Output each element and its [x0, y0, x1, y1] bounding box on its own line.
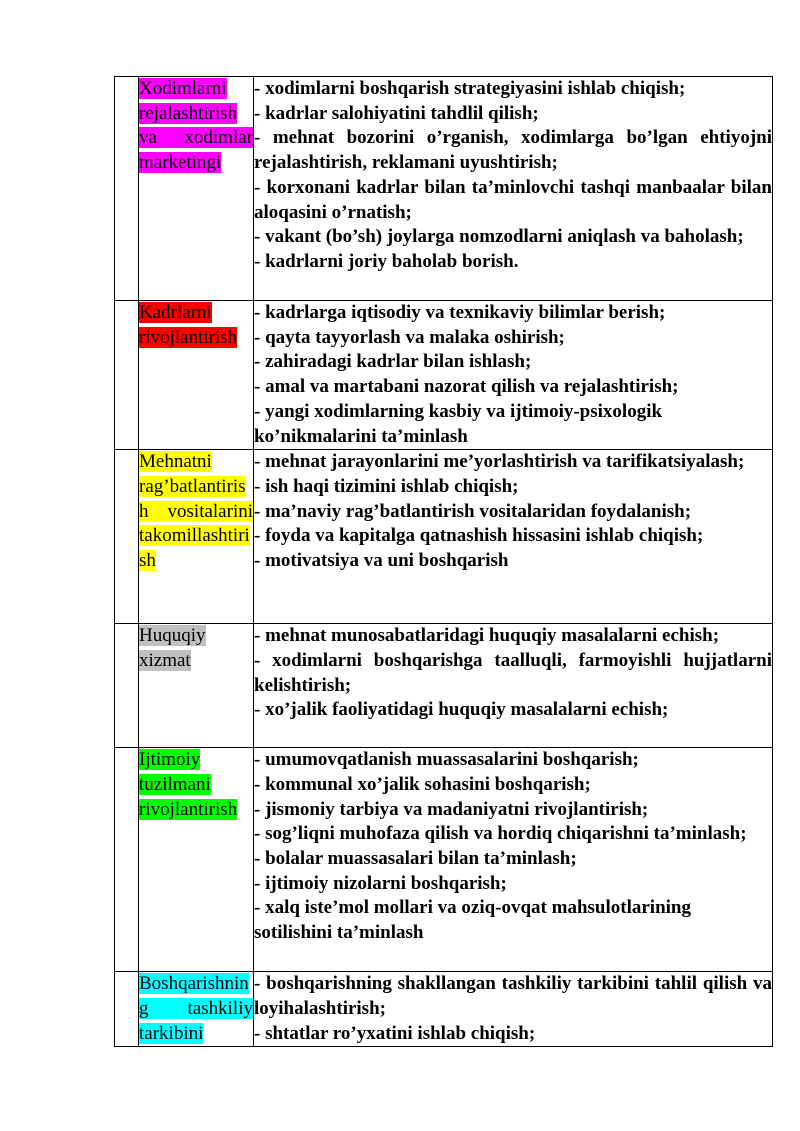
task-item: - ish haqi tizimini ishlab chiqish;	[254, 475, 519, 497]
function-name-cell	[139, 748, 254, 972]
number-cell	[115, 748, 139, 972]
table-row	[115, 77, 773, 301]
function-name-cell	[139, 972, 254, 1047]
task-item: - sog’liqni muhofaza qilish va hordiq chiqarishni ta’minlash;	[254, 823, 747, 845]
task-item: - amal va martabani nazorat qilish va rejalashtirish;	[254, 376, 679, 398]
task-item: - boshqarishning shakllangan tashkiliy tarkibini tahlil qilish va loyihalashtirish;	[254, 973, 772, 1019]
function-tasks-cell	[254, 77, 773, 301]
function-name: Ijtimoiy tuzilmani rivojlantirish	[139, 749, 238, 820]
table-row	[115, 450, 773, 624]
function-tasks-cell	[254, 624, 773, 748]
task-item: - zahiradagi kadrlar bilan ishlash;	[254, 351, 532, 373]
function-name: Huquqiy xizmat	[139, 625, 206, 671]
table-row	[115, 972, 773, 1047]
function-name: Boshqarishning tashkiliy tarkibini	[139, 973, 253, 1044]
function-name: Mehnatni rag’batlantirish vositalarini takomillashtirish	[139, 451, 253, 572]
task-item: - ma’naviy rag’batlantirish vositalaridan foydalanish;	[254, 500, 692, 522]
number-cell	[115, 624, 139, 748]
task-item: - xodimlarni boshqarish strategiyasini ishlab chiqish;	[254, 78, 686, 99]
task-item: - ijtimoiy nizolarni boshqarish;	[254, 872, 507, 894]
task-item: - xodimlarni boshqarishga taalluqli, farmoyishli hujjatlarni kelishtirish;	[254, 649, 772, 696]
number-cell	[115, 450, 139, 624]
function-tasks-cell	[254, 450, 773, 624]
task-item: - jismoniy tarbiya va madaniyatni rivojlantirish;	[254, 798, 649, 820]
table-row	[115, 748, 773, 972]
task-item: - qayta tayyorlash va malaka oshirish;	[254, 326, 565, 348]
task-item: - mehnat munosabatlaridagi huquqiy masalalarni echish;	[254, 625, 720, 647]
number-cell	[115, 77, 139, 301]
task-item: - xalq iste’mol mollari va oziq-ovqat mahsulotlarining sotilishini ta’minlash	[254, 897, 691, 944]
task-item: - motivatsiya va uni boshqarish	[254, 550, 509, 572]
table-row	[115, 624, 773, 748]
task-item: - korxonani kadrlar bilan ta’minlovchi tashqi manbaalar bilan aloqasini o’rnatish;	[254, 176, 772, 223]
function-name-cell	[139, 450, 254, 624]
number-cell	[115, 301, 139, 450]
function-name: Xodimlarni rejalashtirish va xodimlar marketingi	[139, 78, 253, 174]
task-item: - mehnat bozorini o’rganish, xodimlarga bo’lgan ehtiyojni rejalashtirish, reklamani uyushtirish;	[254, 127, 772, 174]
function-name-cell	[139, 77, 254, 301]
task-item: - kadrlar salohiyatini tahdlil qilish;	[254, 102, 539, 124]
functions-table	[114, 76, 773, 1047]
task-item: - bolalar muassasalari bilan ta’minlash;	[254, 848, 577, 870]
table-row	[115, 301, 773, 450]
function-name-cell	[139, 301, 254, 450]
function-tasks-cell	[254, 972, 773, 1047]
task-item: - shtatlar ro’yxatini ishlab chiqish;	[254, 1022, 536, 1044]
task-item: - kommunal xo’jalik sohasini boshqarish;	[254, 773, 591, 795]
task-item: - vakant (bo’sh) joylarga nomzodlarni aniqlash va baholash;	[254, 226, 744, 248]
task-item: - xo’jalik faoliyatidagi huquqiy masalalarni echish;	[254, 699, 669, 721]
table-body	[115, 77, 773, 1047]
task-item: - mehnat jarayonlarini me’yorlashtirish va tarifikatsiyalash;	[254, 451, 745, 473]
function-tasks-cell	[254, 748, 773, 972]
function-name-cell	[139, 624, 254, 748]
task-item: - yangi xodimlarning kasbiy va ijtimoiy-psixologik ko’nikmalarini ta’minlash	[254, 400, 663, 447]
function-name: Kadrlarni rivojlantirish	[139, 302, 238, 348]
task-item: - kadrlarga iqtisodiy va texnikaviy bilimlar berish;	[254, 302, 666, 323]
task-item: - kadrlarni joriy baholab borish.	[254, 250, 519, 272]
number-cell	[115, 972, 139, 1047]
task-item: - foyda va kapitalga qatnashish hissasini ishlab chiqish;	[254, 525, 704, 547]
function-tasks-cell	[254, 301, 773, 450]
task-item: - umumovqatlanish muassasalarini boshqarish;	[254, 749, 639, 771]
